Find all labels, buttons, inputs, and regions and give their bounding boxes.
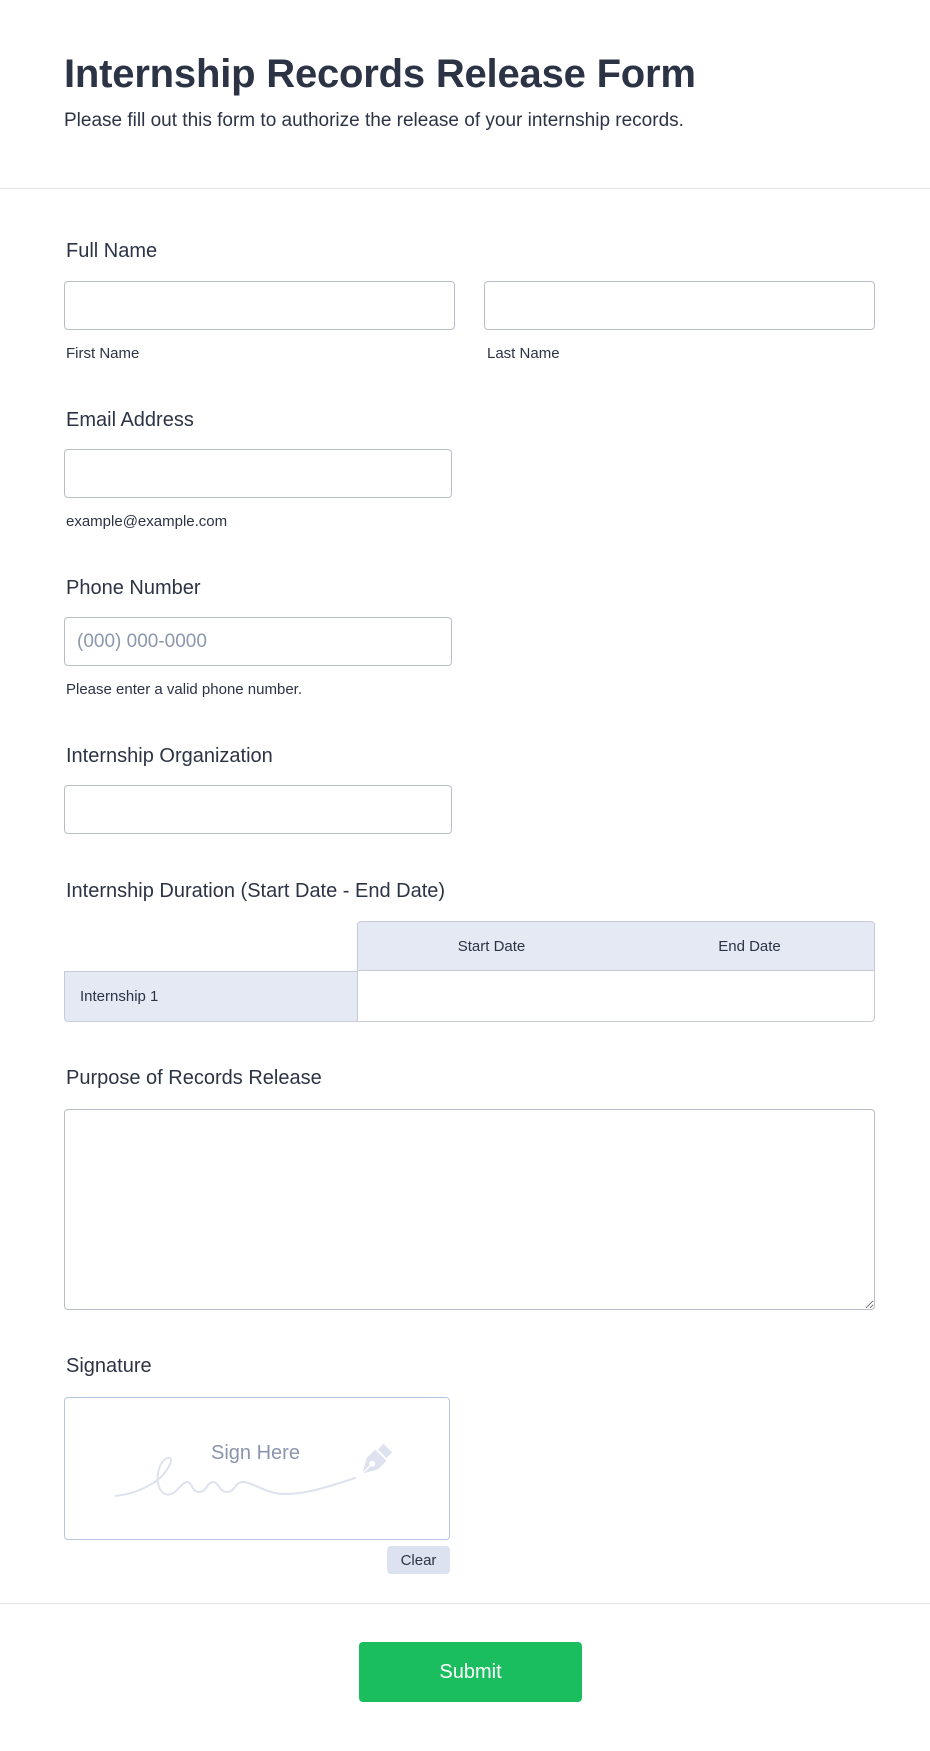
page-subtitle: Please fill out this form to authorize the release of your internship records. [64, 110, 684, 131]
phone-sublabel: Please enter a valid phone number. [66, 681, 302, 698]
email-label: Email Address [66, 409, 194, 431]
signature-label: Signature [66, 1355, 152, 1377]
last-name-sublabel: Last Name [487, 345, 560, 362]
phone-input[interactable] [64, 617, 452, 666]
purpose-label: Purpose of Records Release [66, 1067, 322, 1089]
first-name-sublabel: First Name [66, 345, 140, 362]
duration-matrix [64, 921, 875, 1022]
page-title: Internship Records Release Form [64, 52, 696, 96]
submit-button[interactable]: Submit [359, 1642, 582, 1702]
organization-input[interactable] [64, 785, 452, 834]
sign-here-placeholder: Sign Here [211, 1442, 300, 1464]
form-header [0, 0, 930, 189]
matrix-header-end-date: End Date [625, 921, 875, 971]
signature-pad[interactable] [64, 1397, 450, 1540]
end-date-cell[interactable] [625, 971, 875, 1022]
organization-label: Internship Organization [66, 745, 273, 767]
purpose-textarea[interactable] [64, 1109, 875, 1310]
duration-label: Internship Duration (Start Date - End Date) [66, 880, 446, 902]
email-input[interactable] [64, 449, 452, 498]
matrix-header-start-date: Start Date [357, 921, 626, 971]
start-date-cell[interactable] [357, 971, 626, 1022]
phone-label: Phone Number [66, 577, 201, 599]
last-name-input[interactable] [484, 281, 875, 330]
fountain-pen-icon [350, 1440, 396, 1486]
email-sublabel: example@example.com [66, 513, 228, 530]
matrix-row-label: Internship 1 [64, 971, 358, 1022]
full-name-label: Full Name [66, 240, 158, 262]
footer-divider [0, 1603, 930, 1604]
first-name-input[interactable] [64, 281, 455, 330]
clear-signature-button[interactable]: Clear [387, 1546, 450, 1574]
